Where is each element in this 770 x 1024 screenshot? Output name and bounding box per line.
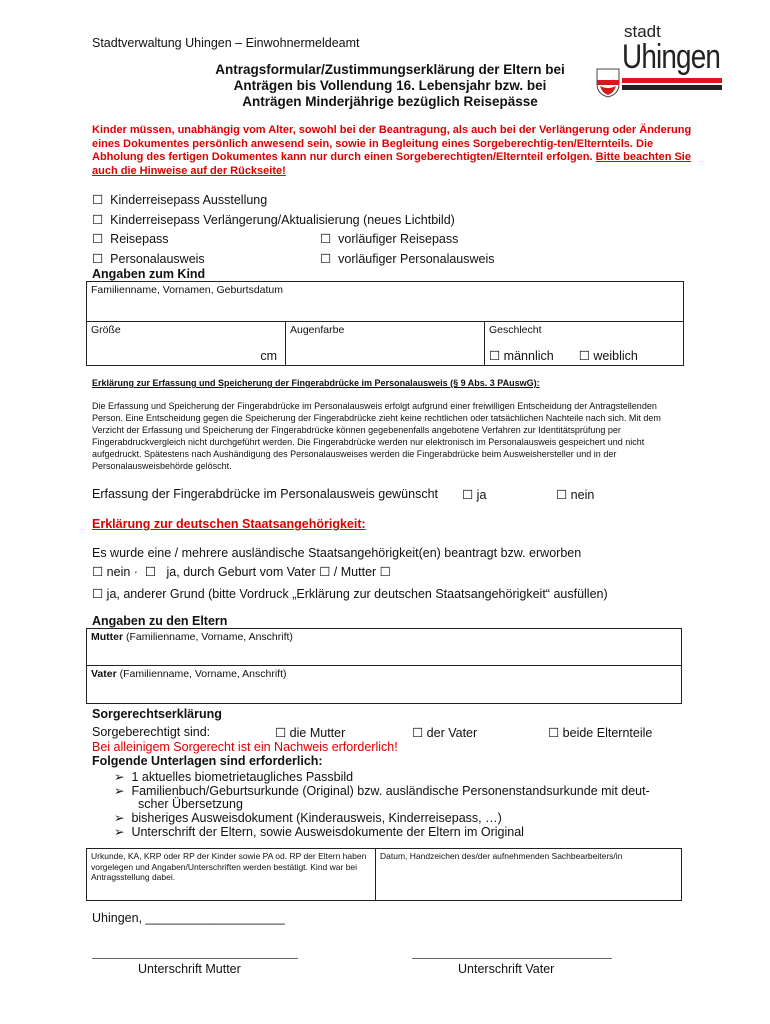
office-header: Stadtverwaltung Uhingen – Einwohnermeldeamt <box>92 36 360 50</box>
mutter-label: Mutter <box>91 631 124 643</box>
logo-stadt: stadt <box>624 22 661 41</box>
bullet-arrow-icon: ➢ <box>114 770 125 784</box>
eltern-heading: Angaben zu den Eltern <box>92 614 228 628</box>
unterlagen-item <box>114 783 650 798</box>
staat-options-1[interactable]: ☐ nein · ☐ ja, durch Geburt vom Vater ☐ / Mutter ☐ <box>92 565 391 579</box>
weiblich-checkbox[interactable]: ☐ weiblich <box>578 349 638 363</box>
unterlagen-item-continued: scher Übersetzung <box>138 797 243 811</box>
title-line-2: Anträgen bis Vollendung 16. Lebensjahr bzw. bei <box>233 78 547 93</box>
maennlich-checkbox[interactable]: ☐ männlich <box>489 349 554 363</box>
checkbox-icon[interactable]: ☐ <box>92 213 104 227</box>
augenfarbe-label: Augenfarbe <box>290 324 345 336</box>
unterlagen-item-text: bisheriges Ausweisdokument (Kinderausweis, Kinderreisepass, …) <box>131 811 502 825</box>
vater-field[interactable] <box>87 666 682 704</box>
bullet-arrow-icon: ➢ <box>114 784 125 798</box>
unterlagen-item <box>114 769 353 784</box>
checkbox-icon[interactable]: ☐ <box>320 252 332 266</box>
finger-question: Erfassung der Fingerabdrücke im Personalausweis gewünscht <box>92 487 439 501</box>
form-title <box>150 62 630 110</box>
logo-bars <box>622 78 722 92</box>
signature-line-mutter[interactable] <box>92 958 298 959</box>
sorge-heading: Sorgerechtserklärung <box>92 707 222 721</box>
option-label: Kinderreisepass Verlängerung/Aktualisierung (neues Lichtbild) <box>110 213 455 227</box>
unterlagen-item-text: 1 aktuelles biometrietaugliches Passbild <box>131 770 354 784</box>
presence-warning <box>92 124 692 178</box>
signature-vater-label: Unterschrift Vater <box>458 962 555 976</box>
sorge-note: Bei alleinigem Sorgerecht ist ein Nachweis erforderlich! <box>92 740 398 754</box>
sachbearbeiter-label: Datum, Handzeichen des/der aufnehmenden Sachbearbeiters/in <box>380 851 623 861</box>
option-vorl-personalausweis[interactable] <box>320 251 495 266</box>
option-reisepass[interactable] <box>92 231 169 246</box>
unterlagen-item <box>114 824 524 839</box>
staat-heading: Erklärung zur deutschen Staatsangehörigkeit: <box>92 517 366 531</box>
place-date-field[interactable]: Uhingen, ____________________ <box>92 911 285 925</box>
unterlagen-item-text: Unterschrift der Eltern, sowie Ausweisdokumente der Eltern im Original <box>131 825 524 839</box>
title-line-1: Antragsformular/Zustimmungserklärung der Eltern bei <box>215 62 565 77</box>
finger-nein-checkbox[interactable]: ☐ nein <box>556 488 595 502</box>
geschlecht-field[interactable] <box>485 322 684 366</box>
staat-options-2[interactable]: ☐ ja, anderer Grund (bitte Vordruck „Erklärung zur deutschen Staatsangehörigkeit“ ausfüllen) <box>92 587 608 601</box>
eltern-table <box>86 628 682 704</box>
kind-heading: Angaben zum Kind <box>92 267 206 281</box>
bullet-arrow-icon: ➢ <box>114 825 125 839</box>
option-label: Personalausweis <box>110 252 205 266</box>
sorge-mutter-checkbox[interactable]: ☐ die Mutter <box>275 726 346 740</box>
option-personalausweis[interactable] <box>92 251 205 266</box>
finger-ja-checkbox[interactable]: ☐ ja <box>462 488 487 502</box>
option-label: vorläufiger Personalausweis <box>338 252 495 266</box>
option-kinderreisepass[interactable] <box>92 192 267 207</box>
unterlagen-item <box>114 810 502 825</box>
bestaetigung-table <box>86 848 682 901</box>
geschlecht-label: Geschlecht <box>489 324 542 336</box>
checkbox-icon[interactable]: ☐ <box>92 193 104 207</box>
checkbox-icon[interactable]: ☐ <box>92 252 104 266</box>
bestaetigung-left: Urkunde, KA, KRP oder RP der Kinder sowie PA od. RP der Eltern haben vorgelegen und Angaben/Unterschriften werden bestätigt. Kind war bei Antragsstellung dabei. <box>87 849 376 901</box>
signature-mutter-label: Unterschrift Mutter <box>138 962 241 976</box>
logo-uhingen: Uhingen <box>622 38 721 76</box>
finger-body: Die Erfassung und Speicherung der Fingerabdrücke im Personalausweis erfolgt aufgrund einer freiwilligen Entscheidung der Antragstellenden Person. Eine Entscheidung gegen die Speicherung der Fingerabdrücke zieht keine rechtlichen oder tatsächlichen Nachteile nach sich. Mit dem Verzicht der Erfassung und Speicherung der Fingerabdrücke können gegebenenfalls angebotene Verfahren zur Identitätsprüfung per Fingerabdruckvergleich nicht durchgeführt werden. Die Fingerabdrücke werden nur elektronisch im Personalausweis gespeichert und nicht aufgedruckt. Spätestens nach Aushändigung des Personalausweises werden die Fingerabdrücke beim Ausweishersteller und in der Personalausweisbehörde gelöscht. <box>92 401 661 471</box>
mutter-field[interactable] <box>87 629 682 666</box>
sorge-label: Sorgeberechtigt sind: <box>92 725 211 739</box>
augenfarbe-field[interactable] <box>286 322 485 366</box>
staat-question: Es wurde eine / mehrere ausländische Staatsangehörigkeit(en) beantragt bzw. erworben <box>92 546 582 560</box>
sachbearbeiter-field[interactable] <box>376 849 682 901</box>
option-kinderreisepass-verlaengerung[interactable] <box>92 212 455 227</box>
option-label: Reisepass <box>110 232 169 246</box>
groesse-field[interactable] <box>87 322 286 366</box>
sorge-beide-checkbox[interactable]: ☐ beide Elternteile <box>548 726 653 740</box>
option-label: Kinderreisepass Ausstellung <box>110 193 268 207</box>
warning-underlined: Bitte beachten Sie auch die Hinweise auf der Rückseite! <box>92 151 691 177</box>
unterlagen-heading: Folgende Unterlagen sind erforderlich: <box>92 754 323 768</box>
vater-hint: (Familienname, Vorname, Anschrift) <box>116 668 287 680</box>
checkbox-icon[interactable]: ☐ <box>320 232 332 246</box>
option-vorl-reisepass[interactable] <box>320 231 458 246</box>
kind-name-label: Familienname, Vornamen, Geburtsdatum <box>91 284 284 296</box>
kind-name-field[interactable] <box>87 282 684 322</box>
finger-heading: Erklärung zur Erfassung und Speicherung der Fingerabdrücke im Personalausweis (§ 9 Abs. 3 PAuswG): <box>92 378 540 388</box>
kind-table <box>86 281 684 366</box>
warning-text: Kinder müssen, unabhängig vom Alter, sowohl bei der Beantragung, als auch bei der Verlängerung oder Änderung eines Dokumentes persönlich anwesend sein, sowie in Begleitung eines Sorgeberechtig-ten/Elternteils. Die Abholung des fertigen Dokumentes kann nur durch einen Sorgeberechtigten/Elternteil erfolgen. <box>92 124 692 163</box>
bullet-arrow-icon: ➢ <box>114 811 125 825</box>
checkbox-icon[interactable]: ☐ <box>92 232 104 246</box>
unterlagen-item-text: Familienbuch/Geburtsurkunde (Original) bzw. ausländische Personenstandsurkunde mit deut- <box>131 784 650 798</box>
mutter-hint: (Familienname, Vorname, Anschrift) <box>123 631 293 643</box>
option-label: vorläufiger Reisepass <box>338 232 459 246</box>
groesse-label: Größe <box>91 324 121 336</box>
cm-unit: cm <box>260 349 277 363</box>
sorge-vater-checkbox[interactable]: ☐ der Vater <box>412 726 478 740</box>
title-line-3: Anträgen Minderjährige bezüglich Reisepässe <box>242 94 538 109</box>
vater-label: Vater <box>91 668 117 680</box>
signature-line-vater[interactable] <box>412 958 612 959</box>
